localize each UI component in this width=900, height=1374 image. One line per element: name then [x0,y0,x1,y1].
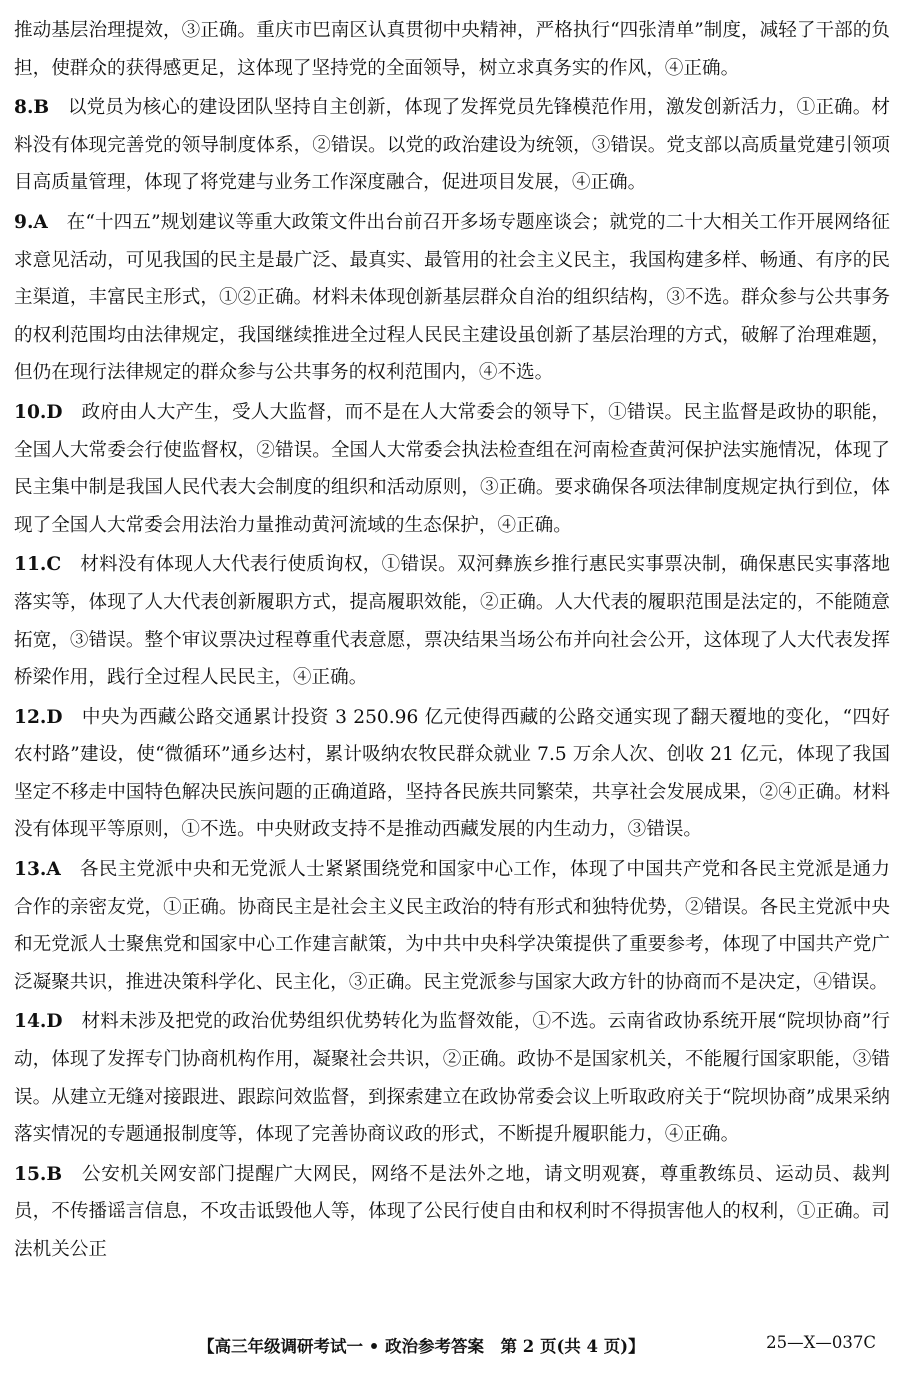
answer-paragraph-7-cont [14,12,890,87]
paragraph-text: 以党员为核心的建设团队坚持自主创新，体现了发挥党员先锋模范作用，激发创新活力，①正确。材料没有体现完善党的领导制度体系，②错误。以党的政治建设为统领，③错误。党支部以高质量党建引领项目高质量管理，体现了将党建与业务工作深度融合，促进项目发展，④正确。 [14,97,890,194]
answer-number: 14.D [14,1011,63,1033]
footer-title: 【高三年级调研考试一 • 政治参考答案 第 2 页(共 4 页)】 [198,1337,645,1356]
answer-paragraph-13 [14,851,890,1001]
answer-paragraph-15 [14,1156,890,1269]
paragraph-text: 各民主党派中央和无党派人士紧紧围绕党和国家中心工作，体现了中国共产党和各民主党派是通力合作的亲密友党，①正确。协商民主是社会主义民主政治的特有形式和独特优势，②错误。各民主党派中央和无党派人士聚焦党和国家中心工作建言献策，为中共中央科学决策提供了重要参考，体现了中国共产党广泛凝聚共识，推进决策科学化、民主化，③正确。民主党派参与国家大政方针的协商而不是决定，④错误。 [14,859,890,993]
paragraph-text: 推动基层治理提效，③正确。重庆市巴南区认真贯彻中央精神，严格执行“四张清单”制度，减轻了干部的负担，使群众的获得感更足，这体现了坚持党的全面领导，树立求真务实的作风，④正确。 [14,20,890,79]
answer-number: 13.A [14,859,61,881]
paragraph-text: 在“十四五”规划建议等重大政策文件出台前召开多场专题座谈会；就党的二十大相关工作开展网络征求意见活动，可见我国的民主是最广泛、最真实、最管用的社会主义民主，我国构建多样、畅通、有序的民主渠道，丰富民主形式，①②正确。材料未体现创新基层群众自治的组织结构，③不选。群众参与公共事务的权利范围均由法律规定，我国继续推进全过程人民民主建设虽创新了基层治理的方式，破解了治理难题，但仍在现行法律规定的群众参与公共事务的权利范围内，④不选。 [14,211,890,384]
paragraph-text: 材料未涉及把党的政治优势组织优势转化为监督效能，①不选。云南省政协系统开展“院坝协商”行动，体现了发挥专门协商机构作用，凝聚社会共识，②正确。政协不是国家机关，不能履行国家职能，③错误。从建立无缝对接跟进、跟踪问效监督，到探索建立在政协常委会议上听取政府关于“院坝协商”成果采纳落实情况的专题通报制度等，体现了完善协商议政的形式，不断提升履职能力，④正确。 [14,1011,890,1146]
answer-paragraph-11 [14,546,890,696]
answer-number: 10.D [14,401,63,423]
answer-number: 15.B [14,1163,63,1185]
answer-number: 12.D [14,706,63,728]
answer-paragraph-12 [14,699,890,849]
answer-paragraph-9 [14,204,890,392]
answer-number: 8.B [14,97,50,119]
answer-paragraph-14 [14,1003,890,1153]
answer-content [14,12,890,1271]
answer-number: 9.A [14,211,48,233]
answer-paragraph-10 [14,394,890,544]
answer-paragraph-8 [14,89,890,202]
paragraph-text: 材料没有体现人大代表行使质询权，①错误。双河彝族乡推行惠民实事票决制，确保惠民实事落地落实等，体现了人大代表创新履职方式，提高履职效能，②正确。人大代表的履职范围是法定的，不能随意拓宽，③错误。整个审议票决过程尊重代表意愿，票决结果当场公布并向社会公开，这体现了人大代表发挥桥梁作用，践行全过程人民民主，④正确。 [14,554,890,689]
answer-number: 11.C [14,554,62,576]
paragraph-text: 中央为西藏公路交通累计投资 3 250.96 亿元使得西藏的公路交通实现了翻天覆地的变化，“四好农村路”建设，使“微循环”通乡达村，累计吸纳农牧民群众就业 7.5 万余人次、创收 21 亿元，体现了我国坚定不移走中国特色解决民族问题的正确道路，坚持各民族共同繁荣，共享社会发展成果，②④正确。材料没有体现平等原则，①不选。中央财政支持不是推动西藏发展的内生动力，③错误。 [14,706,890,841]
footer-code: 25—X—037C [766,1333,876,1352]
page-footer [0,1333,900,1363]
paragraph-text: 公安机关网安部门提醒广大网民，网络不是法外之地，请文明观赛，尊重教练员、运动员、裁判员，不传播谣言信息，不攻击诋毁他人等，体现了公民行使自由和权利时不得损害他人的权利，①正确。司法机关公正 [14,1163,890,1260]
paragraph-text: 政府由人大产生，受人大监督，而不是在人大常委会的领导下，①错误。民主监督是政协的职能，全国人大常委会行使监督权，②错误。全国人大常委会执法检查组在河南检查黄河保护法实施情况，体现了民主集中制是我国人民代表大会制度的组织和活动原则，③正确。要求确保各项法律制度规定执行到位，体现了全国人大常委会用法治力量推动黄河流域的生态保护，④正确。 [14,401,890,536]
